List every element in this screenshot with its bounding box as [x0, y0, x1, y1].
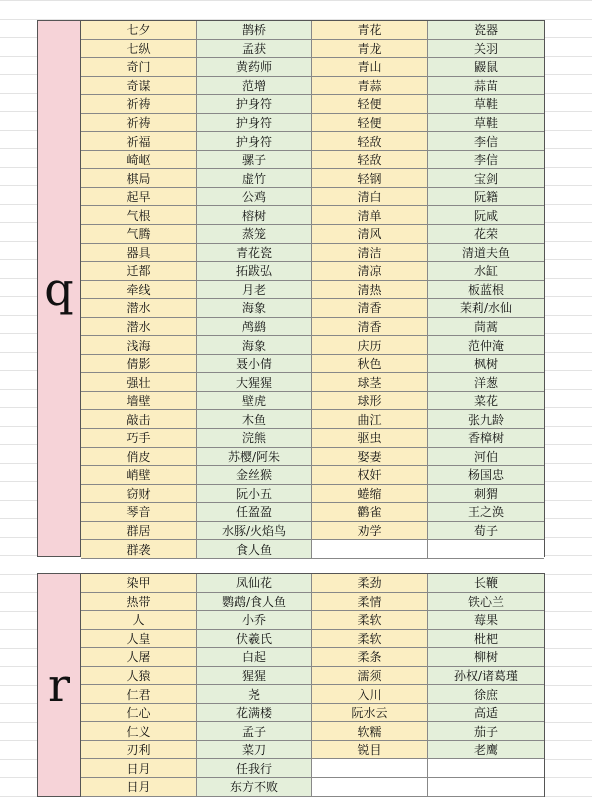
table-cell[interactable]: 铁心兰	[428, 593, 544, 612]
table-cell[interactable]: 阮咸	[428, 206, 544, 225]
table-cell[interactable]: 清香	[312, 299, 428, 318]
table-row	[81, 114, 544, 133]
table-cell[interactable]	[428, 778, 544, 797]
table-cell[interactable]: 强壮	[81, 373, 197, 392]
table-cell[interactable]: 板蓝根	[428, 281, 544, 300]
table-cell[interactable]: 柔软	[312, 611, 428, 630]
table-cell[interactable]: 护身符	[197, 114, 312, 133]
table-row	[81, 778, 544, 797]
table-cell[interactable]: 茄子	[428, 722, 544, 741]
table-row	[81, 759, 544, 778]
table-cell[interactable]: 张九龄	[428, 410, 544, 429]
table-cell[interactable]: 金丝猴	[197, 466, 312, 485]
table-cell[interactable]: 祈祷	[81, 114, 197, 133]
table-row	[81, 373, 544, 392]
table-cell[interactable]: 热带	[81, 593, 197, 612]
table-cell[interactable]: 茉莉/水仙	[428, 299, 544, 318]
table-cell[interactable]: 潜水	[81, 318, 197, 337]
table-cell[interactable]: 荀子	[428, 522, 544, 541]
table-row	[81, 244, 544, 263]
table-cell[interactable]: 群袭	[81, 540, 197, 559]
table-row	[81, 503, 544, 522]
table-cell[interactable]: 入川	[312, 685, 428, 704]
table-cell[interactable]: 关羽	[428, 40, 544, 59]
table-cell[interactable]: 任我行	[197, 759, 312, 778]
table-cell[interactable]: 气腾	[81, 225, 197, 244]
table-cell[interactable]: 宝剑	[428, 169, 544, 188]
table-cell[interactable]: 阮水云	[312, 704, 428, 723]
table-cell[interactable]: 清单	[312, 206, 428, 225]
table-cell[interactable]: 曲江	[312, 410, 428, 429]
table-cell[interactable]: 清洁	[312, 244, 428, 263]
table-cell[interactable]: 海象	[197, 336, 312, 355]
table-cell[interactable]: 墙壁	[81, 392, 197, 411]
table-cell[interactable]: 榕树	[197, 206, 312, 225]
table-cell[interactable]: 轻钢	[312, 169, 428, 188]
table-cell[interactable]: 菜花	[428, 392, 544, 411]
table-cell[interactable]	[312, 759, 428, 778]
table-cell[interactable]: 浣熊	[197, 429, 312, 448]
table-cell[interactable]: 草鞋	[428, 95, 544, 114]
table-cell[interactable]: 倩影	[81, 355, 197, 374]
table-cell[interactable]: 鹳雀	[312, 503, 428, 522]
table-row	[81, 40, 544, 59]
table-cell[interactable]: 大猩猩	[197, 373, 312, 392]
table-row	[81, 225, 544, 244]
table-cell[interactable]: 琴音	[81, 503, 197, 522]
table-cell[interactable]: 人猿	[81, 667, 197, 686]
table-cell[interactable]: 枫树	[428, 355, 544, 374]
table-row	[81, 540, 544, 559]
table-cell[interactable]: 鹊桥	[197, 21, 312, 40]
table-cell[interactable]: 护身符	[197, 95, 312, 114]
table-cell[interactable]	[312, 540, 428, 559]
table-cell[interactable]: 茼蒿	[428, 318, 544, 337]
table-cell[interactable]: 鼹鼠	[428, 58, 544, 77]
table-cell[interactable]: 河伯	[428, 448, 544, 467]
table-cell[interactable]: 器具	[81, 244, 197, 263]
table-cell[interactable]	[428, 540, 544, 559]
table-cell[interactable]: 祈祷	[81, 95, 197, 114]
table-cell[interactable]: 孟获	[197, 40, 312, 59]
table-row	[81, 429, 544, 448]
table-cell[interactable]: 洋葱	[428, 373, 544, 392]
table-cell[interactable]: 崎岖	[81, 151, 197, 170]
table-cell[interactable]: 尧	[197, 685, 312, 704]
table-cell[interactable]: 柔条	[312, 648, 428, 667]
table-cell[interactable]: 七纵	[81, 40, 197, 59]
table-row	[81, 262, 544, 281]
table-cell[interactable]: 鹦鹉/食人鱼	[197, 593, 312, 612]
table-cell[interactable]: 东方不败	[197, 778, 312, 797]
table-row	[81, 318, 544, 337]
table-row	[81, 574, 544, 593]
table-cell[interactable]: 公鸡	[197, 188, 312, 207]
table-cell[interactable]: 花满楼	[197, 704, 312, 723]
table-cell[interactable]: 木鱼	[197, 410, 312, 429]
table-row	[81, 77, 544, 96]
table-row	[81, 648, 544, 667]
table-row	[81, 410, 544, 429]
table-cell[interactable]: 莓果	[428, 611, 544, 630]
table-cell[interactable]: 青龙	[312, 40, 428, 59]
table-row	[81, 58, 544, 77]
table-cell[interactable]: 柳树	[428, 648, 544, 667]
table-cell[interactable]: 仁心	[81, 704, 197, 723]
table-cell[interactable]: 凤仙花	[197, 574, 312, 593]
table-cell[interactable]: 驱虫	[312, 429, 428, 448]
table-row	[81, 667, 544, 686]
table-row	[81, 392, 544, 411]
table-cell[interactable]: 水豚/火焰鸟	[197, 522, 312, 541]
table-row	[81, 132, 544, 151]
table-cell[interactable]: 瓷器	[428, 21, 544, 40]
table-row	[81, 169, 544, 188]
table-cell[interactable]	[312, 778, 428, 797]
table-cell[interactable]: 轻敌	[312, 132, 428, 151]
table-cell[interactable]: 食人鱼	[197, 540, 312, 559]
table-cell[interactable]: 起早	[81, 188, 197, 207]
table-rows	[81, 574, 544, 797]
table-cell[interactable]: 七夕	[81, 21, 197, 40]
table-cell[interactable]: 轻便	[312, 95, 428, 114]
table-cell[interactable]: 仁君	[81, 685, 197, 704]
table-cell[interactable]: 白起	[197, 648, 312, 667]
table-cell[interactable]: 人皇	[81, 630, 197, 649]
table-cell[interactable]: 清热	[312, 281, 428, 300]
table-cell[interactable]: 孟子	[197, 722, 312, 741]
table-cell[interactable]: 聂小倩	[197, 355, 312, 374]
table-cell[interactable]: 拓跋弘	[197, 262, 312, 281]
table-cell[interactable]: 球形	[312, 392, 428, 411]
section-letter-cell	[38, 574, 81, 796]
table-cell[interactable]: 范增	[197, 77, 312, 96]
table-cell[interactable]: 李信	[428, 151, 544, 170]
table-cell[interactable]: 清道夫鱼	[428, 244, 544, 263]
table-cell[interactable]: 峭壁	[81, 466, 197, 485]
table-cell[interactable]: 劝学	[312, 522, 428, 541]
table-cell[interactable]: 阮小五	[197, 485, 312, 504]
table-cell[interactable]: 权奸	[312, 466, 428, 485]
table-row	[81, 466, 544, 485]
table-cell[interactable]: 猩猩	[197, 667, 312, 686]
table-cell[interactable]: 海象	[197, 299, 312, 318]
table-row	[81, 704, 544, 723]
table-cell[interactable]: 人屠	[81, 648, 197, 667]
table-row	[81, 336, 544, 355]
table-cell[interactable]: 老鹰	[428, 741, 544, 760]
table-cell[interactable]: 清凉	[312, 262, 428, 281]
table-cell[interactable]: 潜水	[81, 299, 197, 318]
table-cell[interactable]: 青山	[312, 58, 428, 77]
table-cell[interactable]: 李信	[428, 132, 544, 151]
table-row	[81, 485, 544, 504]
table-cell[interactable]: 祈福	[81, 132, 197, 151]
table-cell[interactable]: 花荣	[428, 225, 544, 244]
table-cell[interactable]: 枇杷	[428, 630, 544, 649]
table-cell[interactable]: 日月	[81, 759, 197, 778]
table-cell[interactable]: 窃财	[81, 485, 197, 504]
table-section-q	[37, 20, 545, 557]
table-rows	[81, 21, 544, 559]
table-cell[interactable]: 敲击	[81, 410, 197, 429]
table-row	[81, 355, 544, 374]
table-cell[interactable]: 群居	[81, 522, 197, 541]
table-cell[interactable]: 俏皮	[81, 448, 197, 467]
table-cell[interactable]: 孙权/诸葛瑾	[428, 667, 544, 686]
table-row	[81, 630, 544, 649]
table-cell[interactable]: 苏樱/阿朱	[197, 448, 312, 467]
table-cell[interactable]: 轻便	[312, 114, 428, 133]
table-cell[interactable]: 娶妻	[312, 448, 428, 467]
table-cell[interactable]: 柔软	[312, 630, 428, 649]
table-cell[interactable]: 清白	[312, 188, 428, 207]
table-cell[interactable]: 刃利	[81, 741, 197, 760]
table-cell[interactable]: 软糯	[312, 722, 428, 741]
table-row	[81, 95, 544, 114]
section-letter: q	[44, 261, 74, 316]
table-row	[81, 685, 544, 704]
table-cell[interactable]: 巧手	[81, 429, 197, 448]
table-row	[81, 21, 544, 40]
table-cell[interactable]: 壁虎	[197, 392, 312, 411]
table-cell[interactable]: 奇门	[81, 58, 197, 77]
table-section-r	[37, 573, 545, 797]
table-cell[interactable]: 迁都	[81, 262, 197, 281]
table-cell[interactable]: 蒜苗	[428, 77, 544, 96]
table-cell[interactable]: 轻敌	[312, 151, 428, 170]
table-cell[interactable]: 蒸笼	[197, 225, 312, 244]
table-cell[interactable]: 清香	[312, 318, 428, 337]
table-cell[interactable]: 长鞭	[428, 574, 544, 593]
table-cell[interactable]: 护身符	[197, 132, 312, 151]
table-row	[81, 522, 544, 541]
table-cell[interactable]: 草鞋	[428, 114, 544, 133]
table-cell[interactable]: 濡须	[312, 667, 428, 686]
section-letter: r	[48, 658, 70, 712]
table-cell[interactable]: 日月	[81, 778, 197, 797]
table-cell[interactable]: 浅海	[81, 336, 197, 355]
table-cell[interactable]: 蜷缩	[312, 485, 428, 504]
table-cell[interactable]: 月老	[197, 281, 312, 300]
table-cell[interactable]: 骡子	[197, 151, 312, 170]
table-row	[81, 741, 544, 760]
table-cell[interactable]: 牵线	[81, 281, 197, 300]
table-cell[interactable]: 任盈盈	[197, 503, 312, 522]
table-cell[interactable]: 青花	[312, 21, 428, 40]
table-row	[81, 611, 544, 630]
table-cell[interactable]: 黄药师	[197, 58, 312, 77]
table-cell[interactable]: 杨国忠	[428, 466, 544, 485]
table-cell[interactable]: 人	[81, 611, 197, 630]
table-cell[interactable]: 奇谋	[81, 77, 197, 96]
table-row	[81, 281, 544, 300]
table-row	[81, 299, 544, 318]
table-cell[interactable]	[428, 759, 544, 778]
table-row	[81, 448, 544, 467]
table-cell[interactable]: 香樟树	[428, 429, 544, 448]
table-cell[interactable]: 鸬鹚	[197, 318, 312, 337]
table-row	[81, 206, 544, 225]
table-cell[interactable]: 阮籍	[428, 188, 544, 207]
table-cell[interactable]: 球茎	[312, 373, 428, 392]
table-cell[interactable]: 徐庶	[428, 685, 544, 704]
table-cell[interactable]: 菜刀	[197, 741, 312, 760]
table-cell[interactable]: 气根	[81, 206, 197, 225]
table-cell[interactable]: 柔情	[312, 593, 428, 612]
table-cell[interactable]: 刺猬	[428, 485, 544, 504]
table-row	[81, 722, 544, 741]
table-cell[interactable]: 清风	[312, 225, 428, 244]
table-cell[interactable]: 水缸	[428, 262, 544, 281]
table-cell[interactable]: 青蒜	[312, 77, 428, 96]
table-cell[interactable]: 王之涣	[428, 503, 544, 522]
table-cell[interactable]: 秋色	[312, 355, 428, 374]
table-row	[81, 188, 544, 207]
table-cell[interactable]: 小乔	[197, 611, 312, 630]
table-cell[interactable]: 锐目	[312, 741, 428, 760]
table-cell[interactable]: 虚竹	[197, 169, 312, 188]
table-row	[81, 593, 544, 612]
table-cell[interactable]: 棋局	[81, 169, 197, 188]
table-cell[interactable]: 范仲淹	[428, 336, 544, 355]
table-cell[interactable]: 仁义	[81, 722, 197, 741]
table-row	[81, 151, 544, 170]
table-cell[interactable]: 庆历	[312, 336, 428, 355]
table-cell[interactable]: 青花瓷	[197, 244, 312, 263]
table-cell[interactable]: 染甲	[81, 574, 197, 593]
gridline	[0, 0, 592, 1]
section-letter-cell	[38, 21, 81, 556]
table-cell[interactable]: 高适	[428, 704, 544, 723]
table-cell[interactable]: 柔劲	[312, 574, 428, 593]
table-cell[interactable]: 伏羲氏	[197, 630, 312, 649]
